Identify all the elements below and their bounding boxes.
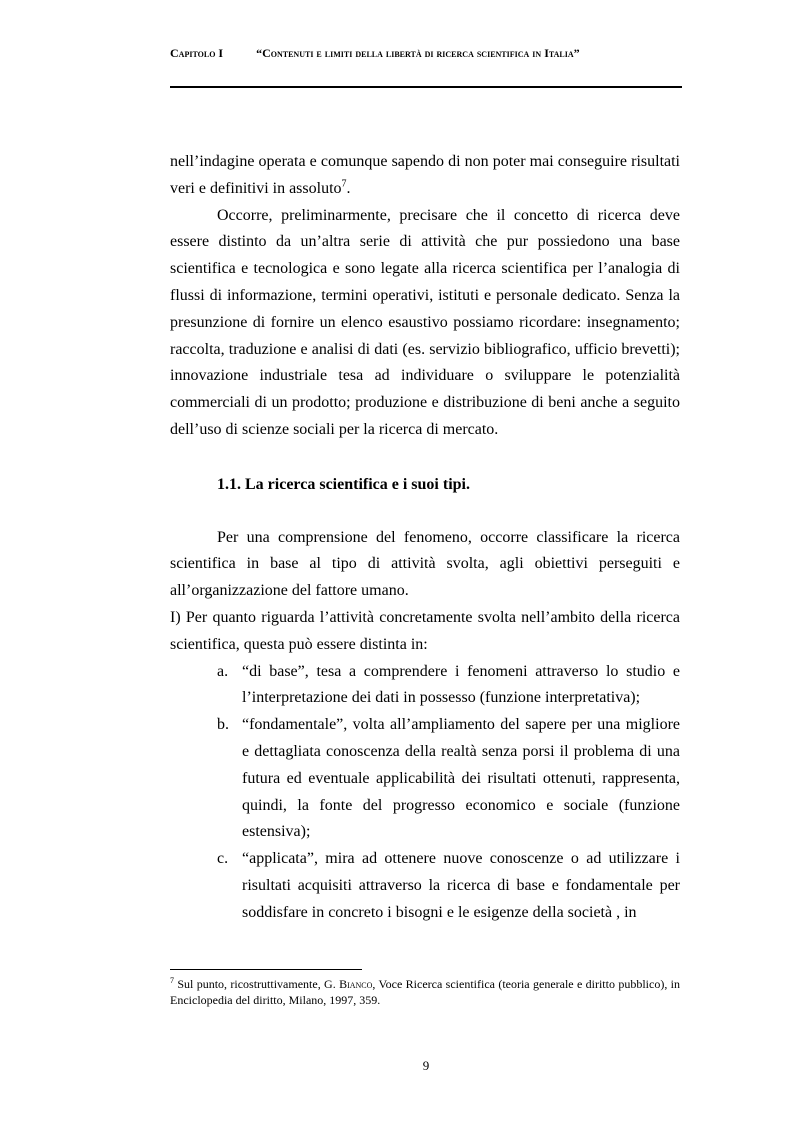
research-types-list xyxy=(170,659,680,927)
chapter-label: Capitolo I xyxy=(170,46,224,60)
paragraph: Per una comprensione del fenomeno, occorre classificare la ricerca scientifica in base al tipo di attività svolta, agli obiettivi perseguiti e all’organizzazione del fattore umano. xyxy=(170,528,680,600)
footnote: $^7$ Sul punto, ricostruttivamente, G. Bianco, Voce Ricerca scientifica (teoria generale e diritto pubblico), in Enciclopedia del diritto, Milano, 1997, 359. xyxy=(170,976,681,1007)
footnote-separator xyxy=(170,969,362,970)
footnote-number: 7 xyxy=(170,976,174,985)
chapter-title: “Contenuti e limiti della libertà di ricerca scientifica in Italia” xyxy=(256,46,580,60)
paragraph: I) Per quanto riguarda l’attività concretamente svolta nell’ambito della ricerca scientifica, questa può essere distinta in: xyxy=(170,608,680,653)
section-heading: 1.1. La ricerca scientifica e i suoi tipi. xyxy=(217,475,470,493)
list-marker: b. xyxy=(217,716,229,734)
list-item xyxy=(170,659,680,713)
list-item-text: “applicata”, mira ad ottenere nuove conoscenze o ad utilizzare i risultati acquisiti attraverso la ricerca di base e fondamentale per soddisfare in concreto i bisogni e le esigenze della società , in xyxy=(242,850,680,921)
list-item-text: “fondamentale”, volta all’ampliamento del sapere per una migliore e dettagliata conoscenza della realtà senza porsi il problema di una futura ed eventuale applicabilità dei risultati ottenuti, rappresenta, quindi, la fonte del progresso economico e sociale (funzione estensiva); xyxy=(242,716,680,841)
paragraph-continuation: nell’indagine operata e comunque sapendo di non poter mai conseguire risultati veri e definitivi in assoluto$^7$. xyxy=(170,153,680,197)
footnote-author: Bianco xyxy=(339,977,373,991)
running-header xyxy=(170,46,682,61)
footnote-reference[interactable]: 7 xyxy=(341,178,347,190)
list-item xyxy=(170,846,680,926)
header-rule xyxy=(170,86,682,88)
page-number: 9 xyxy=(422,1058,430,1073)
list-marker: a. xyxy=(217,662,229,680)
list-marker: c. xyxy=(217,850,229,868)
paragraph: Occorre, preliminarmente, precisare che il concetto di ricerca deve essere distinto da un’altra serie di attività che pur possiedono una base scientifica e tecnologica e sono legate alla ricerca scientifica per l’analogia di flussi di informazione, termini operativi, istituti e personale dedicato. Senza la presunzione di fornire un elenco esaustivo possiamo ricordare: insegnamento; raccolta, traduzione e analisi di dati (es. servizio bibliografico, ufficio brevetti); innovazione industriale tesa ad individuare o sviluppare le potenzialità commerciali di un prodotto; produzione e distribuzione di beni anche a seguito dell’uso di scienze sociali per la ricerca di mercato. xyxy=(170,206,680,438)
list-item-text: “di base”, tesa a comprendere i fenomeni attraverso lo studio e l’interpretazione dei dati in possesso (funzione interpretativa); xyxy=(242,662,680,707)
list-item xyxy=(170,712,680,846)
main-text xyxy=(170,149,680,927)
